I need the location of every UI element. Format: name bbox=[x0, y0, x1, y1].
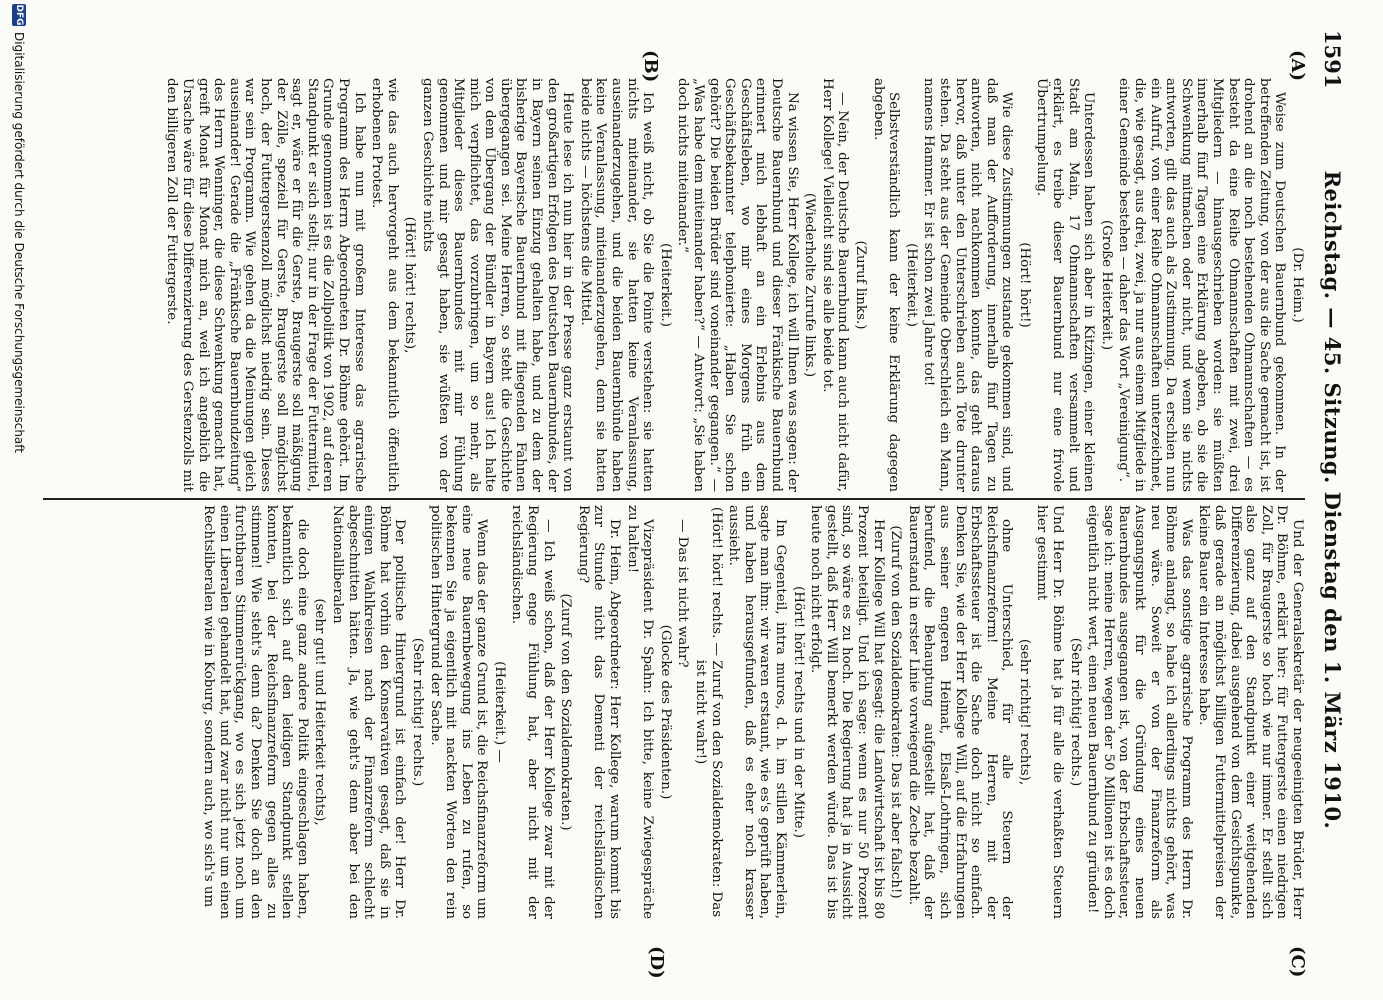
paragraph: (Sehr richtig! rechts.) bbox=[1067, 637, 1083, 787]
paragraph: (Hört! hört! rechts), bbox=[402, 216, 418, 354]
digitization-footer bbox=[6, 0, 28, 1000]
header-title: Reichstag. — 45. Sitzung. Dienstag den 1. März 1910. bbox=[1320, 170, 1345, 830]
paragraph: Dr. Heim, Abgeordneter: Herr Kollege, warum kommt bis zur Stunde nicht das Dementi der reichsländischen Regierung? bbox=[575, 505, 623, 919]
footer-text: Digitalisierung gefördert durch die Deutsche Forschungsgemeinschaft bbox=[12, 32, 26, 454]
paragraph: Im Gegenteil, intra muros, d. h. im stillen Kämmerlein, sagte man ihm: wir waren erstaunt, wie es's geprüft haben, und haben herausgefunden, daß es eher noch krasser aussieht. bbox=[726, 505, 788, 919]
margin-marker-b: (B) bbox=[640, 50, 661, 83]
column-divider bbox=[43, 498, 1305, 500]
paragraph: (sehr richtig! rechts), bbox=[1016, 638, 1032, 786]
paragraph: — Nein, der Deutsche Bauernbund kann auch nicht dafür, Herr Kollege! Vielleicht sind sie alle beide tot. bbox=[819, 78, 851, 492]
paragraph: Unterdessen haben sich aber in Kitzingen, einer kleinen Stadt am Main, 17 Ohmannschaften versammelt und erklärt, es treibe dieser Bauernbund nur eine frivole Übertrumpelung. bbox=[1034, 78, 1097, 492]
paragraph: (Dr. Heim.) bbox=[1290, 247, 1305, 323]
paragraph: (Zuruf von den Sozialdemokraten.) bbox=[558, 593, 574, 831]
paragraph: (Hört! hört! rechts und in der Mitte.) bbox=[790, 585, 806, 838]
paragraph: Heute lese ich nun hier in der Presse ganz erstaunt von den großartigen Erfolgen des Deutschen Bauernbundes, der in Bayern seinen Einzug gehalten habe, und zu dem der bisherige Bayerische Bauernbund mit fliegenden Fahnen übergegangen sei. Meine Herren, so steht die Geschichte von dem Übergang der Bündler in Bayern aus! Ich halte mich verpflichtet, das vorzubringen, um so mehr, als Mitglieder dieses Bauernbundes mit mir Fühlung genommen und mir gesagt haben, sie wüßten von der ganzen Geschichte nichts bbox=[419, 78, 576, 492]
paragraph: (Sehr richtig! rechts.) bbox=[409, 637, 425, 787]
paragraph: — Das ist nicht wahr? bbox=[675, 519, 691, 668]
paragraph: — Ich weiß schon, daß der Herr Kollege zwar mit der Regierung enge Fühlung hat, aber nicht mit der reichsländischen. bbox=[509, 505, 556, 919]
paragraph: Und der Generalsekretär der neugeeinigten Brüder, Herr Dr. Böhme, erklärt hier: für Futtergerste einen niedrigen Zoll, für Braugerste so hoch wie nur immer. Er stellt sich also ganz auf den Standpunkt einer weitgehenden Differenzierung, dabei ausgehend von dem Gesichtspunkte, daß gerade an möglichst billigen Futtermittelpreisen der kleine Bauer ein Interesse habe. bbox=[1196, 505, 1305, 919]
paragraph: Was das sonstige agrarische Programm des Herrn Dr. Böhme anlangt, so habe ich allerdings nichts gehört, was neu wäre. Soweit er von der Finanzreform als Ausgangspunkt für die Gründung eines neuen Bauernbundes ausgegangen ist, von der Erbschaftssteuer, sage ich: meine Herren, wegen der 50 Millionen ist es doch eigentlich nicht wert, einen neuen Bauernbund zu gründen! bbox=[1085, 505, 1194, 919]
right-text-column bbox=[43, 505, 1305, 919]
paragraph: Selbstverständlich kann der keine Erklärung dagegen abgeben. bbox=[870, 78, 902, 492]
paragraph: (Hört! hört! rechts. — Zuruf von den Sozialdemokraten: Das ist nicht wahr!) bbox=[693, 506, 724, 918]
margin-marker-a: (A) bbox=[1287, 50, 1308, 81]
paragraph: (Hört! hört!) bbox=[1016, 242, 1032, 328]
paragraph: Na wissen Sie, Herr Kollege, ich will Ihnen was sagen: der Deutsche Bauernbund und dieser Fränkische Bauernbund erinnert mich lebhaft an ein Erlebnis aus dem Geschäftsleben, wo mir eines Morgens früh ein Geschäftsbekannter telephonierte: „Haben Sie schon gehört? Die beiden Brüder sind voneinander gegangen.“ — „Was habe dem miteinander haben?“ — Antwort: „Sie haben doch nichts miteinander.“ bbox=[675, 78, 800, 492]
margin-marker-c: (C) bbox=[1287, 946, 1308, 978]
paragraph: Wenn das der ganze Grund ist, die Reichsfinanzreform um eine neue Bauernbewegung ins Leben zu rufen, so bekennen Sie ja eigentlich mit nackten Worten den rein politischen Hintergrund der Sache. bbox=[427, 505, 490, 919]
paragraph: Weise zum Deutschen Bauernbund gekommen. In der betreffenden Zeitung, von der aus die Sache gemacht ist, ist drohend an die noch bestehenden Ohmannschaften — es besteht da eine Reihe Ohmannschaften mit zwei, drei Mitgliedern — hinausgeschrieben worden: sie müßten innerhalb fünf Tagen eine Erklärung abgeben, ob sie die Schwenkung mitmachen oder nicht, und wenn sie nichts antworten, gilt das auch als Zustimmung. Da erschien nun ein Aufruf, von einer Reihe Ohmannschaften unterzeichnet, die, wie gesagt, aus drei, zwei, ja nur aus einem Mitgliede in einer Gemeinde bestehen — daher das Wort „Vereinigung“. bbox=[1116, 78, 1288, 492]
margin-marker-d: (D) bbox=[646, 946, 667, 979]
paragraph: die doch eine ganz andere Politik eingeschlagen haben, bekanntlich sich auf den leidigen Standpunkt stellen konnten, bei der Reichsfinanzreform gegen alles zu stimmen! Wie steht's denn da? Denken Sie doch an den furchtbaren Stimmenrückgang, wo es sich jetzt noch um einen Liberalen gehandelt hat, und zwar nicht nur um einen Rechtsliberalen wie in Koburg, sondern auch, wo sich's um bbox=[201, 505, 310, 919]
paragraph: Der politische Hintergrund ist einfach der! Herr Dr. Böhme hat vorhin den Konservativen gesagt, daß sie in einigen Wahlkreisen nach der Finanzreform schlecht abgeschnitten hätten. Ja, wie geht's denn aber bei den Nationalliberalen bbox=[329, 505, 408, 919]
paragraph: (Heiterkeit.) — bbox=[491, 661, 507, 763]
paragraph: (Heiterkeit.) bbox=[903, 243, 919, 327]
dfg-logo-icon: DFG bbox=[14, 4, 24, 26]
page-header bbox=[1313, 0, 1353, 1000]
paragraph: ohne Unterschied, für alle Steuern der Reichsfinanzreform! Meine Herren, mit der Erbschaftssteuer ist die Sache doch nicht so einfach. Denken Sie, wie der Herr Kollege Will, auf die Erfahrungen aus seiner engeren Heimat, Elsaß-Lothringen, sich berufend, die Behauptung aufgestellt hat, daß der Bauernstand in erster Linie vorwiegend die Zeche bezahlt. bbox=[905, 505, 1015, 919]
paragraph: (sehr gut! und Heiterkeit rechts), bbox=[312, 598, 328, 826]
paragraph: Ich habe nun mit großem Interesse das agrarische Programm des Herrn Abgeordneten Dr. Böhme gehört. Im Grunde genommen ist es die Zollpolitik von 1902, auf deren Standpunkt er sich stellt; nur in der Frage der Futtermittel, sagt er, wäre er für die Gerste, Braugerste soll mäßigung der Zölle, speziell für Gerste, Braugerste soll möglichst hoch, der Futtergerstenzoll möglichst niedrig sein. Dieses war sein Programm. Wie gehen da die Meinungen gleich auseinander! Gerade die „Fränkische Bauernbundzeitung“ des Herrn Wenninger, die diese Schwenkung gemacht hat, greift Monat für Monat mich an, weil ich angeblich die Ursache wäre für diese Differenzierung des Gerstenzolls mit den billigeren Zoll der Futtergerste. bbox=[164, 78, 367, 492]
paragraph: (Zuruf von den Sozialdemokraten: Das ist aber falsch!) bbox=[888, 525, 904, 899]
paragraph: Und Herr Dr. Böhme hat ja für alle die verhaßten Steuern hier gestimmt bbox=[1034, 505, 1066, 919]
paragraph: (Große Heiterkeit.) bbox=[1098, 219, 1114, 351]
paragraph: (Wiederholte Zurufe links.) bbox=[802, 192, 818, 378]
paragraph: (Heiterkeit.) bbox=[657, 243, 673, 327]
paragraph: Vizepräsident Dr. Spahn: Ich bitte, keine Zwiegespräche zu halten! bbox=[624, 505, 656, 919]
page-number: 1591 bbox=[1320, 30, 1345, 89]
paragraph: (Zuruf links.) bbox=[852, 240, 868, 330]
paragraph: (Glocke des Präsidenten.) bbox=[657, 624, 673, 800]
left-text-column bbox=[43, 78, 1305, 492]
paragraph: Ich weiß nicht, ob Sie die Pointe verstehen: sie hatten nichts miteinander, sie hatten keine Veranlassung, auseinanderzugehen, und die beiden Bauernbünde haben keine Veranlassung, miteinanderzugehen, denn sie hatten beide nichts — höchstens die Mittel. bbox=[577, 78, 656, 492]
paragraph: Herr Kollege Will hat gesagt: die Landwirtschaft ist bis 80 Prozent beteiligt. Und ich sage: wenn es nur 50 Prozent sind, so wäre es zu hoch. Die Regierung hat ja in Aussicht gestellt, daß Herr Will bemerkt werden würde. Das ist bis heute noch nicht erfolgt. bbox=[808, 505, 886, 919]
paragraph: wie das auch hervorgeht aus dem bekanntlich öffentlich erhobenen Protest. bbox=[369, 78, 400, 492]
paragraph: Wie diese Zustimmungen zustande gekommen sind, und daß man der Aufforderung, innerhalb fünf Tagen zu antworten, nicht nachkommen konnte, das geht daraus hervor, daß unter den Unterschrieben auch Tote drunter stehen. Da steht aus der Gemeinde Oberschleich ein Mann, namens Hammer. Er ist schon zwei Jahre tot! bbox=[921, 78, 1015, 492]
